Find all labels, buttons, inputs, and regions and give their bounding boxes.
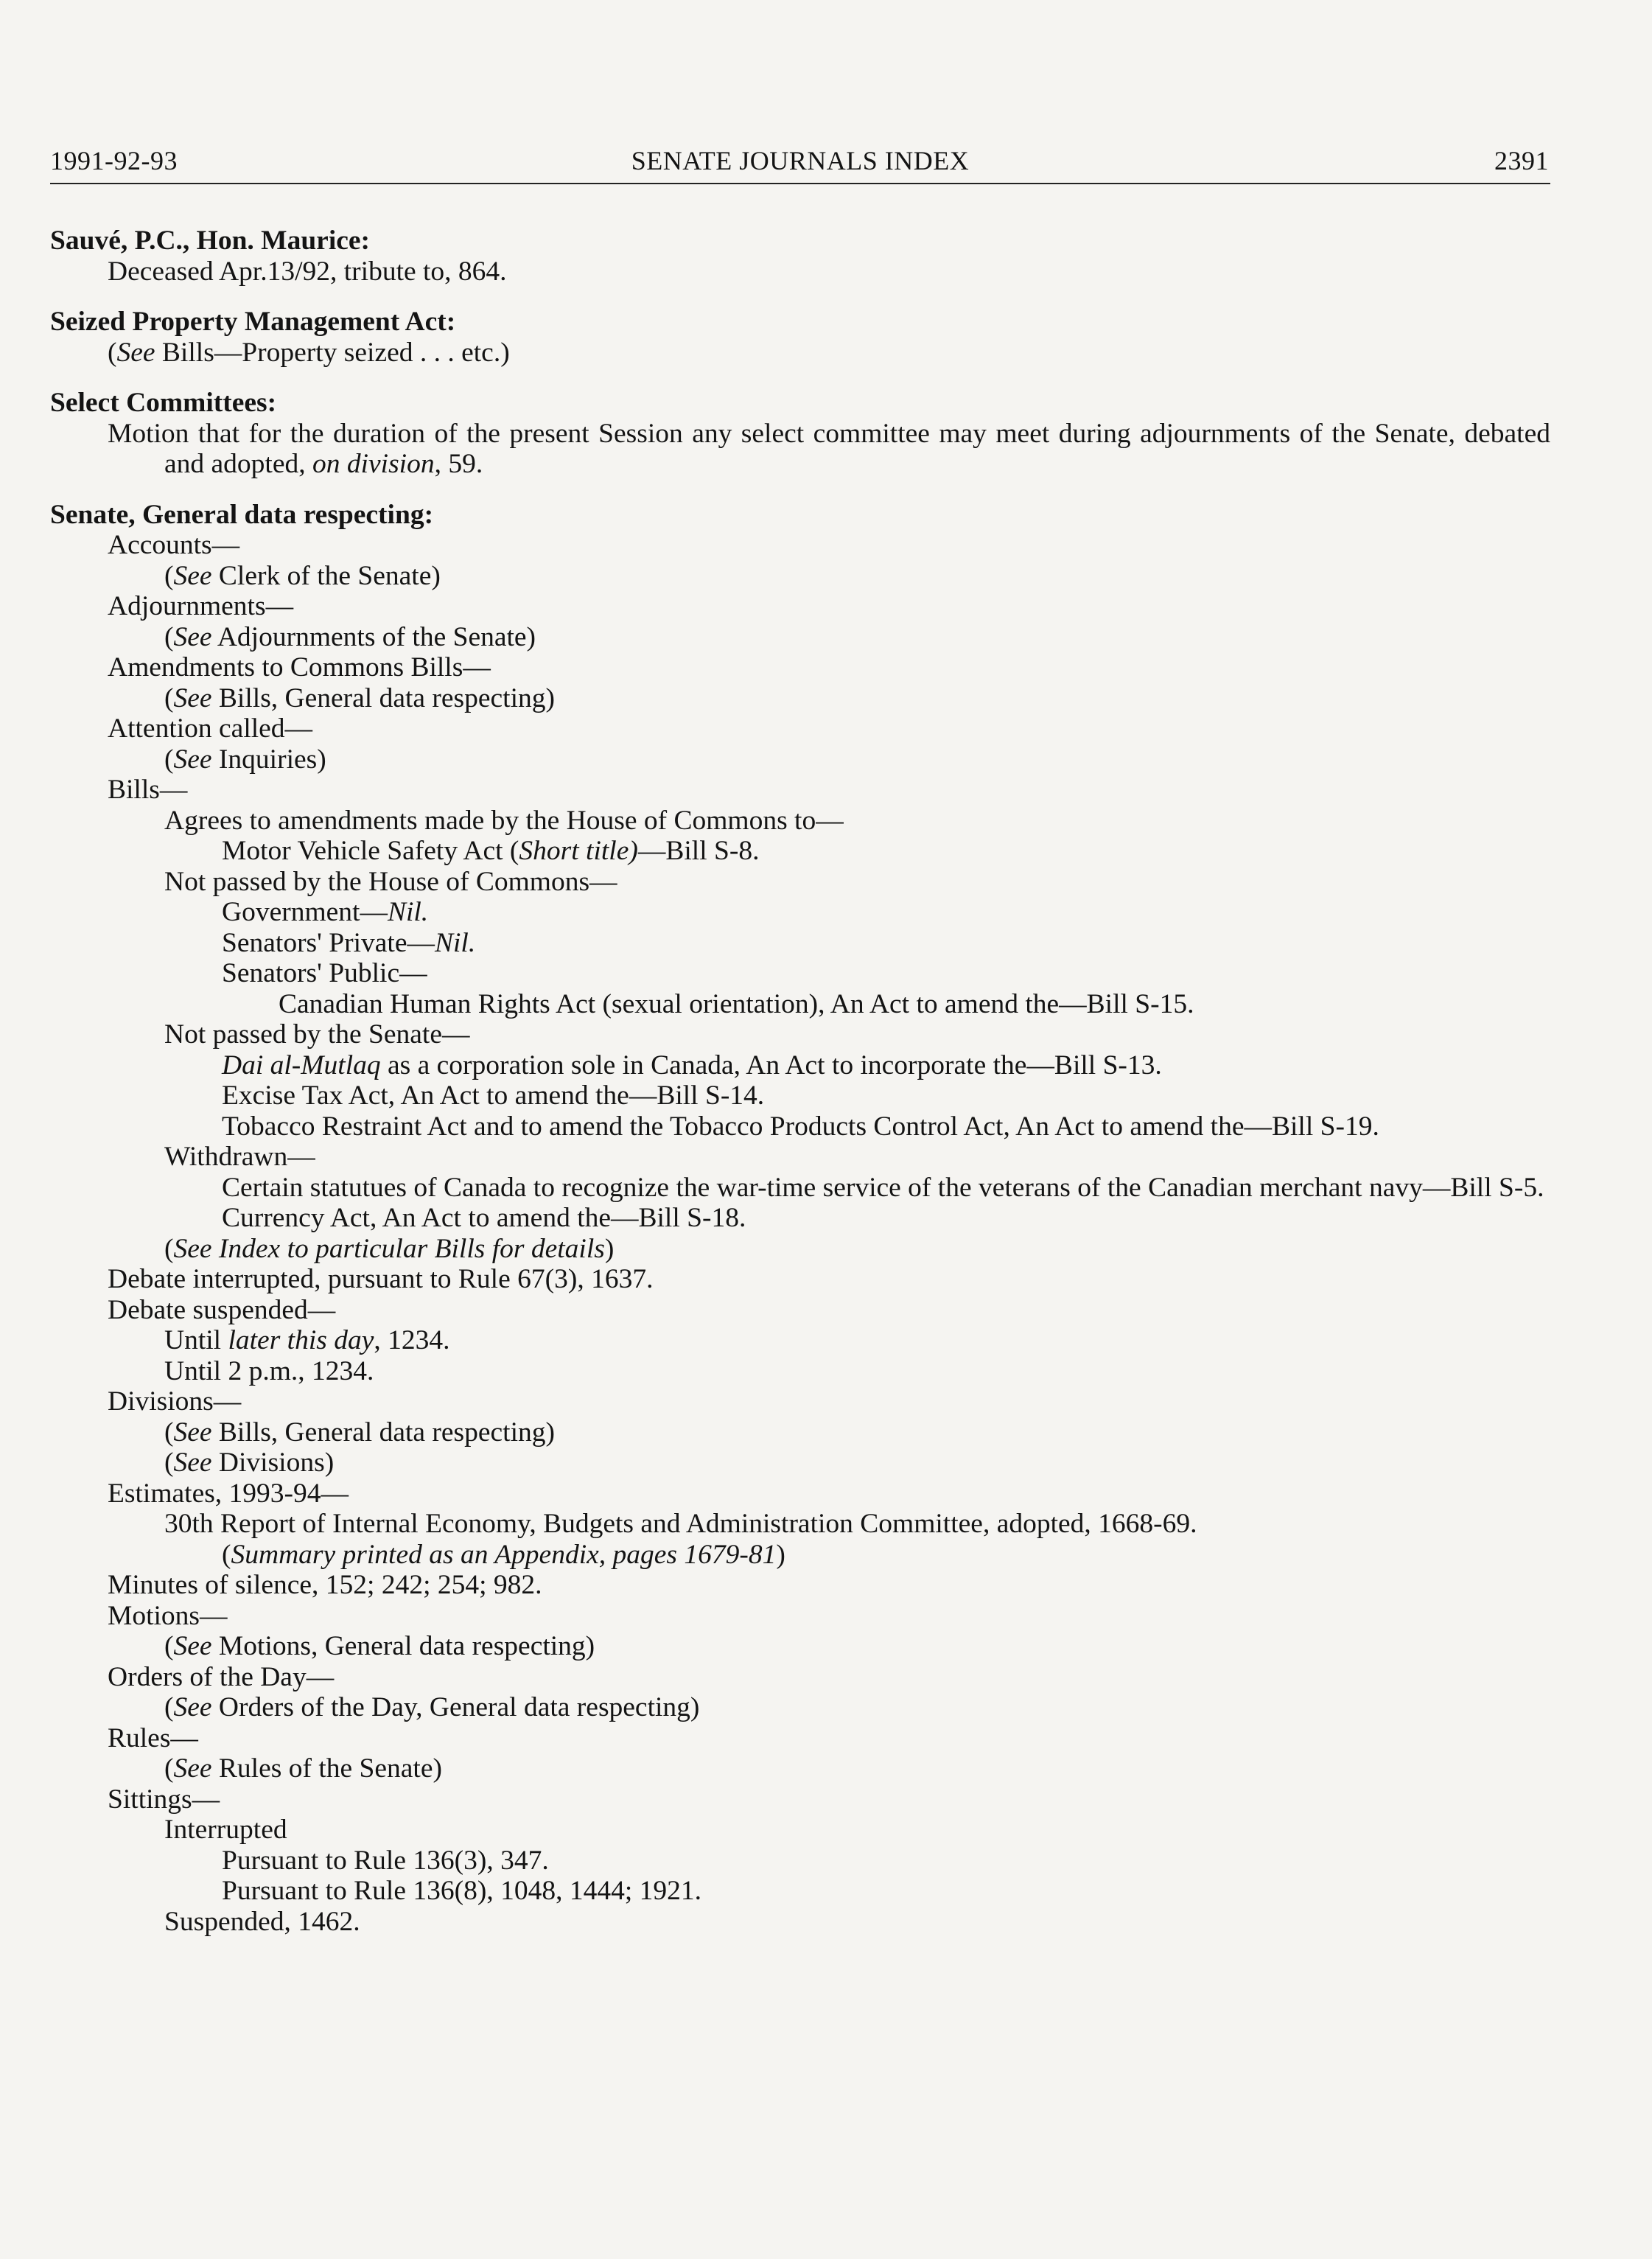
line-text: —Bill S-8. bbox=[637, 836, 760, 866]
line-text: Debate interrupted, pursuant to Rule 67(3), 1637. bbox=[108, 1264, 654, 1294]
line-text: ( bbox=[164, 1692, 174, 1722]
line-text: 30th Report of Internal Economy, Budgets and Administration Committee, adopted, 1668-69. bbox=[164, 1509, 1197, 1539]
line-text: Divisions) bbox=[211, 1448, 335, 1478]
italic-text: See bbox=[173, 682, 212, 713]
line-text: , 59. bbox=[434, 449, 483, 479]
italic-text: on division bbox=[312, 449, 435, 479]
entry-line bbox=[50, 1080, 1550, 1111]
entry-line bbox=[50, 1662, 1550, 1693]
entry-line bbox=[50, 1692, 1550, 1723]
line-text: Amendments to Commons Bills— bbox=[108, 652, 491, 682]
line-text: Bills— bbox=[108, 775, 188, 805]
entry-line bbox=[50, 989, 1550, 1020]
line-text: Adjournments— bbox=[108, 591, 294, 621]
line-text: ( bbox=[222, 1539, 231, 1570]
line-text: ( bbox=[164, 1233, 174, 1264]
page-number: 2391 bbox=[1494, 146, 1549, 175]
entry-line bbox=[50, 1601, 1550, 1632]
line-text: Interrupted bbox=[164, 1815, 287, 1845]
italic-text: See bbox=[173, 560, 212, 591]
line-text: Canadian Human Rights Act (sexual orientation), An Act to amend the—Bill S-15. bbox=[279, 988, 1194, 1019]
entry-line bbox=[50, 622, 1550, 653]
entry-line bbox=[50, 1448, 1550, 1478]
italic-text: See bbox=[173, 1448, 212, 1478]
line-text: Divisions— bbox=[108, 1386, 242, 1417]
entry-line bbox=[50, 683, 1550, 714]
entry-line bbox=[50, 1876, 1550, 1907]
line-text: Motions— bbox=[108, 1600, 228, 1631]
line-text: Sittings— bbox=[108, 1784, 220, 1815]
entry-line bbox=[50, 1050, 1550, 1081]
entry-line bbox=[50, 775, 1550, 806]
line-text: ( bbox=[164, 621, 174, 652]
line-text: Currency Act, An Act to amend the—Bill S-18. bbox=[222, 1203, 746, 1233]
line-text: Minutes of silence, 152; 242; 254; 982. bbox=[108, 1570, 542, 1600]
italic-text: Nil. bbox=[387, 897, 429, 927]
entry-line bbox=[50, 652, 1550, 683]
line-text: ( bbox=[164, 560, 174, 591]
line-text: Debate suspended— bbox=[108, 1294, 336, 1325]
entry-line bbox=[50, 1234, 1550, 1265]
line-text: Government— bbox=[222, 897, 388, 927]
entry-line bbox=[50, 713, 1550, 744]
index-entry bbox=[50, 500, 1550, 1938]
line-text: Until bbox=[164, 1325, 228, 1355]
entry-line bbox=[50, 1019, 1550, 1050]
entry-line bbox=[50, 1203, 1550, 1234]
line-text: Excise Tax Act, An Act to amend the—Bill S-14. bbox=[222, 1080, 765, 1111]
line-text: Inquiries) bbox=[211, 744, 326, 775]
entry-line bbox=[50, 530, 1550, 561]
entry-heading: Select Committees: bbox=[50, 388, 277, 418]
italic-text: Dai al-Mutlaq bbox=[222, 1050, 381, 1080]
entry-line bbox=[50, 419, 1550, 480]
entry-line bbox=[50, 897, 1550, 928]
italic-text: See bbox=[173, 1631, 212, 1661]
entry-line bbox=[50, 928, 1550, 959]
italic-text: See bbox=[116, 337, 155, 368]
header-years: 1991-92-93 bbox=[50, 146, 178, 175]
line-text: Until 2 p.m., 1234. bbox=[164, 1355, 374, 1386]
italic-text: Summary printed as an Appendix, pages 1679-81 bbox=[231, 1539, 777, 1570]
line-text: ( bbox=[164, 744, 174, 775]
entry-line bbox=[50, 1142, 1550, 1173]
entry-line bbox=[50, 1723, 1550, 1754]
line-text: Bills—Property seized . . . etc.) bbox=[155, 337, 510, 368]
line-text: Suspended, 1462. bbox=[164, 1906, 360, 1937]
entry-line bbox=[50, 1631, 1550, 1662]
index-content bbox=[50, 226, 1550, 1957]
line-text: Not passed by the House of Commons— bbox=[164, 866, 617, 897]
line-text: Accounts— bbox=[108, 530, 240, 560]
italic-text: See Index to particular Bills for details bbox=[173, 1233, 605, 1264]
italic-text: See bbox=[173, 1692, 212, 1722]
line-text: Motion that for the duration of the present Session any select committee may meet during adjournments of the Senate, debated and adopted, bbox=[108, 418, 1550, 479]
line-text: Rules— bbox=[108, 1722, 198, 1753]
italic-text: See bbox=[173, 1753, 212, 1784]
line-text: as a corporation sole in Canada, An Act to incorporate the—Bill S-13. bbox=[380, 1050, 1162, 1080]
line-text: Estimates, 1993-94— bbox=[108, 1478, 349, 1509]
line-text: Clerk of the Senate) bbox=[211, 560, 441, 591]
line-text: Rules of the Senate) bbox=[211, 1753, 442, 1784]
entry-line bbox=[50, 338, 1550, 369]
entry-heading: Senate, General data respecting: bbox=[50, 499, 434, 530]
entry-line bbox=[50, 1111, 1550, 1142]
italic-text: Short title) bbox=[519, 836, 638, 866]
line-text: Motions, General data respecting) bbox=[211, 1631, 595, 1661]
line-text: ( bbox=[164, 1417, 174, 1448]
line-text: Tobacco Restraint Act and to amend the Tobacco Products Control Act, An Act to amend the—Bill S-19. bbox=[222, 1111, 1379, 1142]
entry-line bbox=[50, 1386, 1550, 1417]
running-header bbox=[50, 144, 1550, 184]
line-text: Motor Vehicle Safety Act ( bbox=[222, 836, 519, 866]
entry-line bbox=[50, 1846, 1550, 1876]
italic-text: later this day bbox=[228, 1325, 374, 1355]
line-text: Pursuant to Rule 136(3), 347. bbox=[222, 1845, 549, 1876]
line-text: Adjournments of the Senate) bbox=[211, 621, 536, 652]
line-text: Withdrawn— bbox=[164, 1142, 315, 1172]
entry-line bbox=[50, 256, 1550, 287]
line-text: ( bbox=[164, 1631, 174, 1661]
line-text: Bills, General data respecting) bbox=[211, 1417, 556, 1448]
entry-line bbox=[50, 1570, 1550, 1601]
entry-line bbox=[50, 1907, 1550, 1938]
index-entry bbox=[50, 226, 1550, 287]
entry-line bbox=[50, 1356, 1550, 1387]
entry-line bbox=[50, 806, 1550, 837]
entry-line bbox=[50, 1815, 1550, 1846]
entry-line bbox=[50, 958, 1550, 989]
entry-line bbox=[50, 1417, 1550, 1448]
entry-line bbox=[50, 561, 1550, 592]
entry-line bbox=[50, 1264, 1550, 1295]
index-entry bbox=[50, 307, 1550, 368]
entry-heading: Sauvé, P.C., Hon. Maurice: bbox=[50, 226, 371, 256]
line-text: Orders of the Day, General data respecting) bbox=[211, 1692, 700, 1722]
entry-line bbox=[50, 836, 1550, 867]
line-text: Agrees to amendments made by the House of Commons to— bbox=[164, 805, 844, 836]
entry-line bbox=[50, 1478, 1550, 1509]
italic-text: Nil. bbox=[435, 927, 476, 958]
header-title: SENATE JOURNALS INDEX bbox=[631, 146, 970, 175]
entry-line bbox=[50, 1753, 1550, 1784]
line-text: Certain statutues of Canada to recognize the war-time service of the veterans of the Canadian merchant navy—Bill S-5. bbox=[222, 1172, 1544, 1203]
entry-line bbox=[50, 1325, 1550, 1356]
line-text: ( bbox=[164, 1448, 174, 1478]
line-text: Orders of the Day— bbox=[108, 1661, 335, 1692]
entry-line bbox=[50, 867, 1550, 898]
line-text: Senators' Private— bbox=[222, 927, 435, 958]
line-text: ) bbox=[604, 1233, 615, 1264]
entry-line bbox=[50, 1295, 1550, 1326]
line-text: , 1234. bbox=[374, 1325, 450, 1355]
entry-line bbox=[50, 1509, 1550, 1540]
entry-line bbox=[50, 744, 1550, 775]
line-text: ( bbox=[108, 337, 117, 368]
line-text: Pursuant to Rule 136(8), 1048, 1444; 1921. bbox=[222, 1876, 702, 1906]
line-text: ( bbox=[164, 682, 174, 713]
italic-text: See bbox=[173, 621, 212, 652]
line-text: Bills, General data respecting) bbox=[211, 682, 556, 713]
entry-line bbox=[50, 1784, 1550, 1815]
entry-line bbox=[50, 1173, 1550, 1204]
line-text: Deceased Apr.13/92, tribute to, 864. bbox=[108, 256, 507, 287]
line-text: Attention called— bbox=[108, 713, 313, 744]
line-text: ( bbox=[164, 1753, 174, 1784]
line-text: Not passed by the Senate— bbox=[164, 1019, 470, 1050]
line-text: ) bbox=[776, 1539, 785, 1570]
entry-line bbox=[50, 591, 1550, 622]
italic-text: See bbox=[173, 1417, 212, 1448]
entry-line bbox=[50, 1540, 1550, 1571]
line-text: Senators' Public— bbox=[222, 958, 427, 988]
entry-heading: Seized Property Management Act: bbox=[50, 307, 456, 337]
index-entry bbox=[50, 388, 1550, 480]
italic-text: See bbox=[173, 744, 212, 775]
